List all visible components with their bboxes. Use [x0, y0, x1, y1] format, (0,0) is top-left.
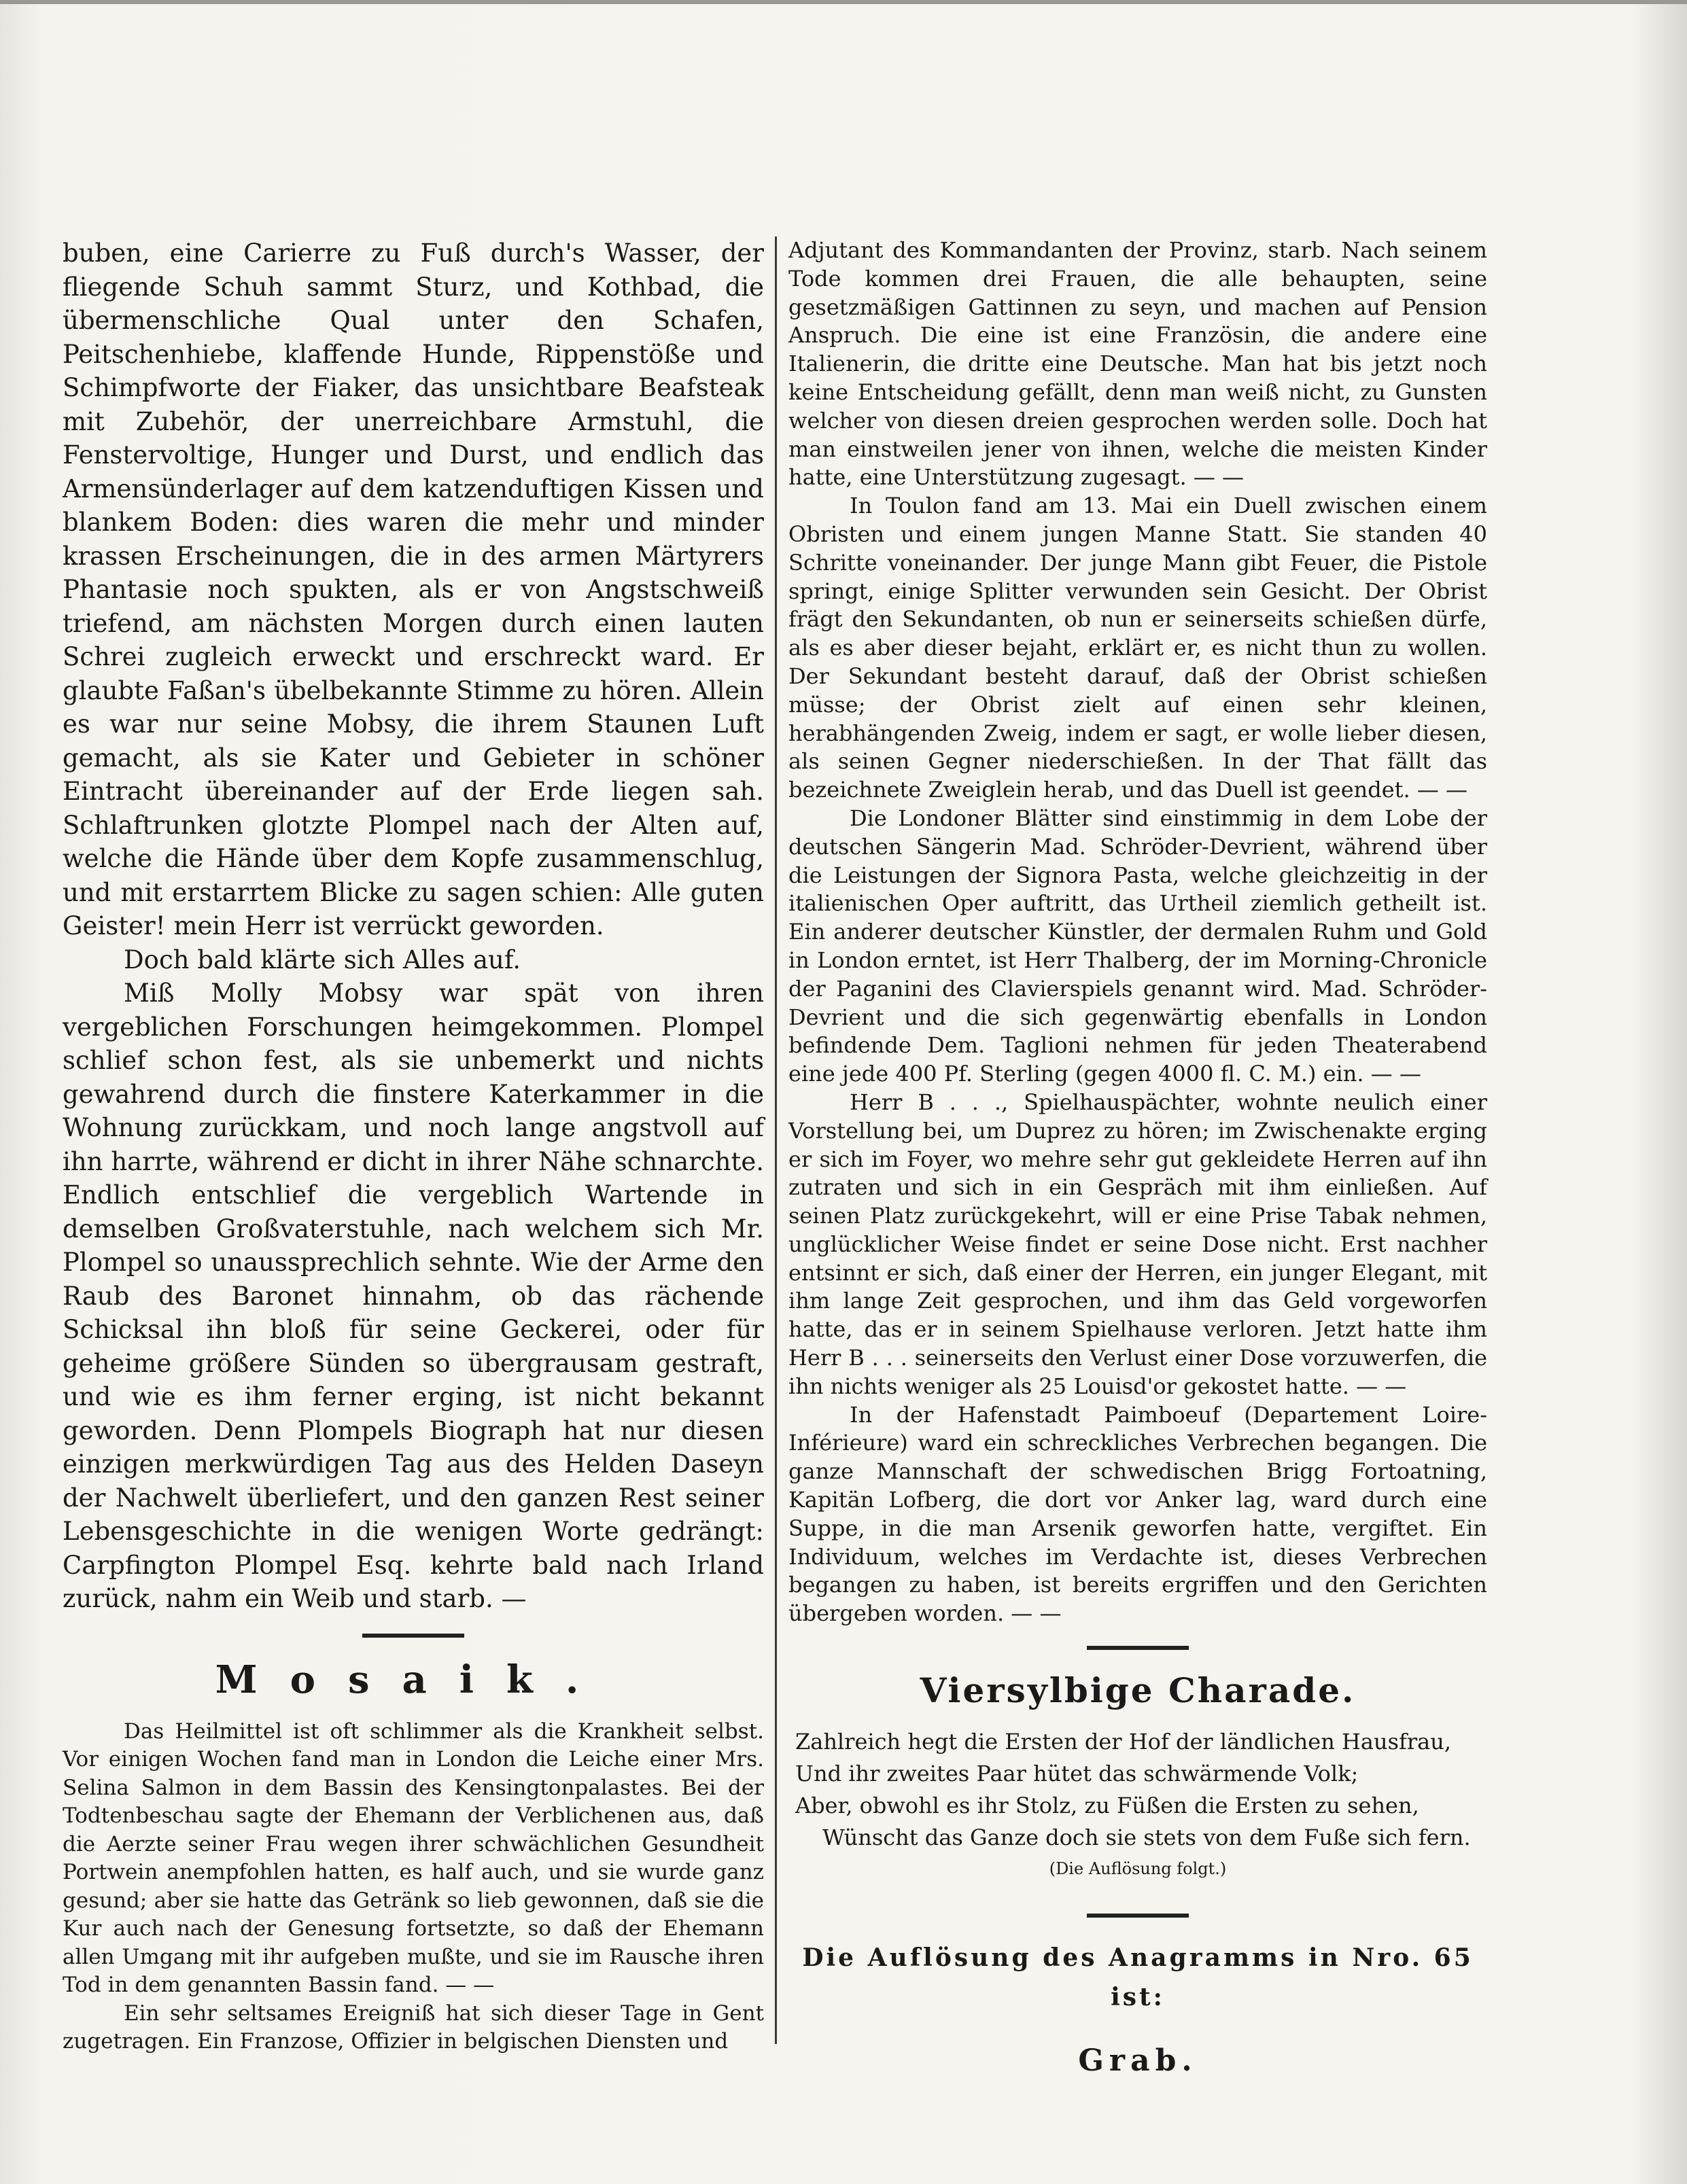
- news-paragraph: Die Londoner Blätter sind einstimmig in dem Lobe der deutschen Sängerin Mad. Schröder-Devrient, während über die Leistungen der Signora Pasta, welche gleichzeitig in der italienischen Oper auftritt, das Urtheil ziemlich getheilt ist. Ein anderer deutscher Künstler, der dermalen Ruhm und Gold in London erntet, ist Herr Thalberg, der im Morning-Chronicle der Paganini des Clavierspiels genannt wird. Mad. Schröder-Devrient und die sich gegenwärtig ebenfalls in London befindende Dem. Taglioni nehmen für jeden Theaterabend eine jede 400 Pf. Sterling (gegen 4000 fl. C. M.) ein. — —: [788, 805, 1487, 1087]
- story-paragraph: buben, eine Carierre zu Fuß durch's Wasser, der fliegende Schuh sammt Sturz, und Kothbad, die übermenschliche Qual unter den Schafen, Peitschenhiebe, klaffende Hunde, Rippenstöße und Schimpfworte der Fiaker, das unsichtbare Beafsteak mit Zubehör, der unerreichbare Armstuhl, die Fenstervoltige, Hunger und Durst, und endlich das Armensünderlager auf dem katzenduftigen Kissen und blankem Boden: dies waren die mehr und minder krassen Erscheinungen, die in des armen Märtyrers Phantasie noch spukten, als er von Angstschweiß triefend, am nächsten Morgen durch einen lauten Schrei zugleich erweckt und erschreckt ward. Er glaubte Faßan's übelbekannte Stimme zu hören. Allein es war nur seine Mobsy, die ihrem Staunen Luft gemacht, als sie Kater und Gebieter in schöner Eintracht übereinander auf der Erde liegen sah. Schlaftrunken glotzte Plompel nach der Alten auf, welche die Hände über dem Kopfe zusammenschlug, und mit erstarrtem Blicke zu sagen schien: Alle guten Geister! mein Herr ist verrückt geworden.: [63, 239, 764, 940]
- charade-note: (Die Auflösung folgt.): [1049, 1859, 1227, 1879]
- charade-poem: [788, 1726, 1487, 1854]
- poem-line: Aber, obwohl es ihr Stolz, zu Füßen die Ersten zu sehen,: [795, 1793, 1419, 1819]
- solution-word: Grab.: [1078, 2043, 1198, 2078]
- right-column: [788, 236, 1487, 2078]
- column-divider: [775, 236, 777, 2044]
- story-paragraph: Miß Molly Mobsy war spät von ihren vergeblichen Forschungen heimgekommen. Plompel schlief schon fest, als sie unbemerkt und nichts gewahrend durch die finstere Katerkammer in die Wohnung zurückkam, und noch lange angstvoll auf ihn harrte, während er dicht in ihrer Nähe schnarchte. Endlich entschlief die vergeblich Wartende in demselben Großvaterstuhle, nach welchem sich Mr. Plompel so unaussprechlich sehnte. Wie der Arme den Raub des Baronet hinnahm, ob das rächende Schicksal ihn bloß für seine Geckerei, oder für geheime größere Sünden so übergrausam gestraft, und wie es ihm ferner erging, ist nicht bekannt geworden. Denn Plompels Biograph hat nur diesen einzigen merkwürdigen Tag aus des Helden Daseyn der Nachwelt überliefert, und den ganzen Rest seiner Lebensgeschichte in die wenigen Worte gedrängt: Carpfington Plompel Esq. kehrte bald nach Irland zurück, nahm ein Weib und starb. —: [63, 979, 764, 1613]
- news-paragraph: In der Hafenstadt Paimboeuf (Departement Loire-Inférieure) ward ein schreckliches Verbrechen begangen. Die ganze Mannschaft der schwedischen Brigg Fortoatning, Kapitän Lofberg, die dort vor Anker lag, ward durch eine Suppe, in die man Arsenik geworfen hatte, vergiftet. Ein Individuum, welches im Verdachte ist, dieses Verbrechen begangen zu haben, ist bereits ergriffen und den Gerichten übergeben worden. — —: [788, 1401, 1487, 1627]
- solution-line: Die Auflösung des Anagramms in Nro. 65: [802, 1943, 1474, 1972]
- mosaic-paragraph: Das Heilmittel ist oft schlimmer als die Krankheit selbst. Vor einigen Wochen fand man in London die Leiche einer Mrs. Selina Salmon in dem Bassin des Kensingtonpalastes. Bei der Todtenbeschau sagte der Ehemann der Verblichenen aus, daß die Aerzte seiner Frau wegen ihrer schwächlichen Gesundheit Portwein anempfohlen hatten, es half auch, und sie wurde ganz gesund; aber sie hatte das Getränk so lieb gewonnen, daß sie die Kur auch nach der Genesung fortsetzte, so daß der Ehemann allen Umgang mit ihr aufgeben mußte, und sie im Rausche ihren Tod in dem genannten Bassin fand. — —: [63, 1719, 764, 1997]
- news-paragraph: Herr B . . ., Spielhauspächter, wohnte neulich einer Vorstellung bei, um Duprez zu hören; im Zwischenakte erging er sich im Foyer, wo mehre sehr gut gekleidete Herren auf ihn zutraten und sich in ein Gespräch mit ihm einließen. Auf seinen Platz zurückgekehrt, will er eine Prise Tabak nehmen, unglücklicher Weise findet er seine Dose nicht. Erst nachher entsinnt er sich, daß einer der Herren, ein junger Elegant, mit ihm lange Zeit gesprochen, und ihm das Geld vorgeworfen hatte, das er in seinem Spielhause verloren. Jetzt hatte ihm Herr B . . . seinerseits den Verlust einer Dose vorzuwerfen, die ihn nichts weniger als 25 Louisd'or gekostet hatte. — —: [788, 1089, 1487, 1399]
- left-column: [63, 236, 764, 2075]
- charade-heading: Viersylbige Charade.: [920, 1670, 1356, 1711]
- poem-line: Wünscht das Ganze doch sie stets von dem Fuße sich fern.: [822, 1825, 1471, 1851]
- section-divider: [1087, 1914, 1189, 1918]
- solution-line: ist:: [1111, 1982, 1165, 2011]
- top-border-rule: [0, 0, 1687, 4]
- mosaic-heading: Mosaik.: [215, 1657, 612, 1702]
- section-divider: [362, 1634, 464, 1638]
- poem-line: Zahlreich hegt die Ersten der Hof der ländlichen Hausfrau,: [795, 1729, 1451, 1755]
- story-paragraph: Doch bald klärte sich Alles auf.: [124, 945, 521, 974]
- news-paragraph: Adjutant des Kommandanten der Provinz, starb. Nach seinem Tode kommen drei Frauen, die alle behaupten, seine gesetzmäßigen Gattinnen zu seyn, und machen auf Pension Anspruch. Die eine ist eine Französin, die andere eine Italienerin, die dritte eine Deutsche. Man hat bis jetzt noch keine Entscheidung gefällt, denn man weiß nicht, zu Gunsten welcher von diesen dreien gesprochen werden solle. Doch hat man einstweilen jener von ihnen, welche die meisten Kinder hatte, eine Unterstützung zugesagt. — —: [788, 237, 1487, 491]
- mosaic-paragraph: Ein sehr seltsames Ereigniß hat sich dieser Tage in Gent zugetragen. Ein Franzose, Offizier in belgischen Diensten und: [63, 2001, 764, 2054]
- news-paragraph: In Toulon fand am 13. Mai ein Duell zwischen einem Obristen und einem jungen Manne Statt. Sie standen 40 Schritte voneinander. Der junge Mann gibt Feuer, die Pistole springt, einige Splitter verwunden sein Gesicht. Der Obrist frägt den Sekundanten, ob nun er seinerseits schießen dürfe, als es aber dieser bejaht, erklärt er, es nicht thun zu wollen. Der Sekundant besteht darauf, daß der Obrist schießen müsse; der Obrist zielt auf einen sehr kleinen, herabhängenden Zweig, indem er sagt, er wolle lieber diesen, als seinen Gegner niederschießen. In der That fällt das bezeichnete Zweiglein herab, und das Duell ist geendet. — —: [788, 493, 1487, 803]
- section-divider: [1087, 1646, 1189, 1650]
- poem-line: Und ihr zweites Paar hütet das schwärmende Volk;: [795, 1761, 1359, 1787]
- mosaic-section: [63, 1718, 764, 2056]
